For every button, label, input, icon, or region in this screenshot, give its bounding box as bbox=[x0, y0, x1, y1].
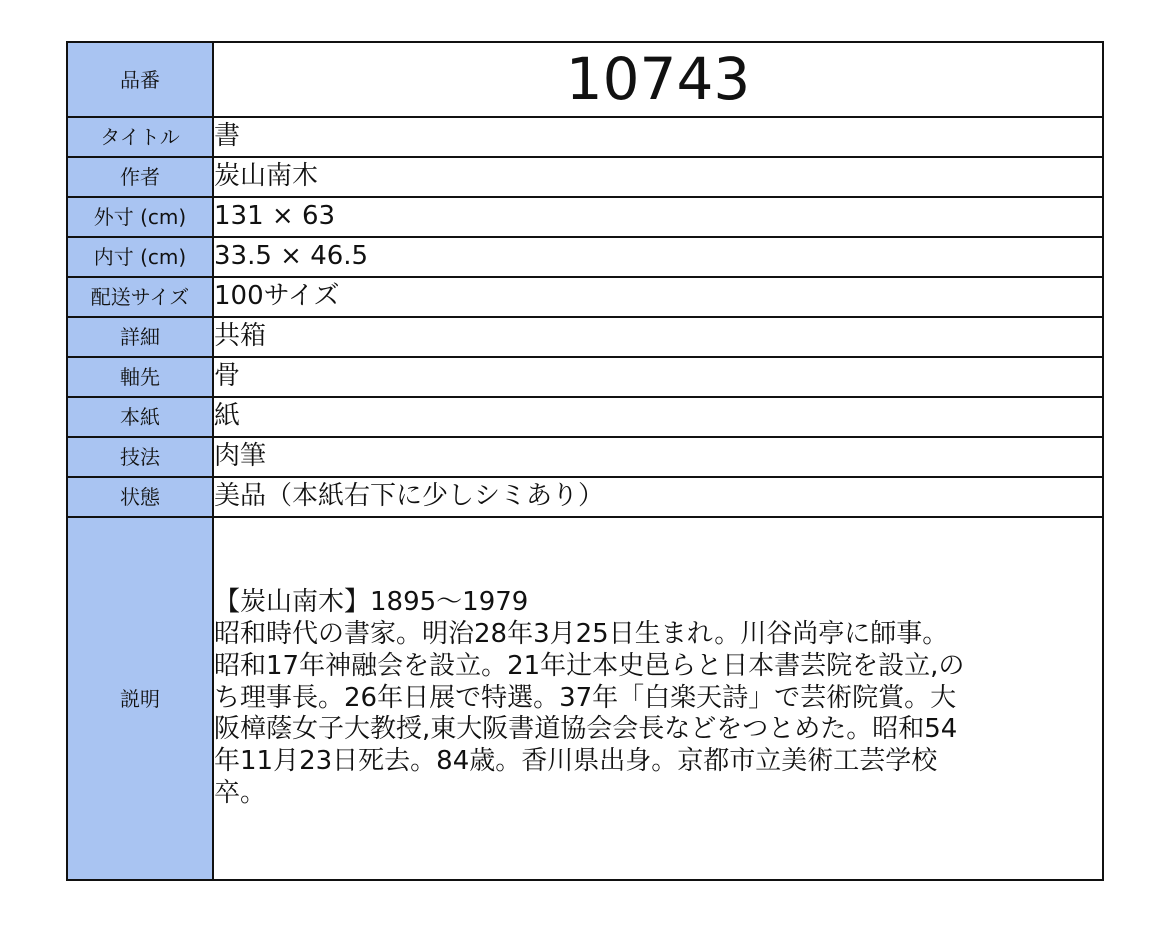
label-base-paper: 本紙 bbox=[67, 397, 213, 437]
value-product-number: 10743 bbox=[213, 42, 1103, 117]
label-outer-size: 外寸 (cm) bbox=[67, 197, 213, 237]
description-line: 阪樟蔭女子大教授,東大阪書道協会会長などをつとめた。昭和54 bbox=[214, 714, 958, 745]
label-inner-size: 内寸 (cm) bbox=[67, 237, 213, 277]
description-line: 年11月23日死去。84歳。香川県出身。京都市立美術工芸学校 bbox=[214, 746, 938, 777]
value-base-paper: 紙 bbox=[213, 397, 1103, 437]
label-details: 詳細 bbox=[67, 317, 213, 357]
description-line: 卒。 bbox=[214, 777, 267, 808]
row-outer-size bbox=[67, 197, 1103, 237]
row-product-number bbox=[67, 42, 1103, 117]
row-description bbox=[67, 517, 1103, 880]
description-line: 昭和時代の書家。明治28年3月25日生まれ。川谷尚亭に師事。 bbox=[214, 619, 949, 650]
row-technique bbox=[67, 437, 1103, 477]
label-shipping-size: 配送サイズ bbox=[67, 277, 213, 317]
label-description: 説明 bbox=[67, 517, 213, 880]
label-technique: 技法 bbox=[67, 437, 213, 477]
value-inner-size: 33.5 × 46.5 bbox=[213, 237, 1103, 277]
value-technique: 肉筆 bbox=[213, 437, 1103, 477]
value-title: 書 bbox=[213, 117, 1103, 157]
product-spec-table bbox=[66, 41, 1104, 881]
description-line: 【炭山南木】1895〜1979 bbox=[214, 587, 529, 618]
row-author bbox=[67, 157, 1103, 197]
value-details: 共箱 bbox=[213, 317, 1103, 357]
row-shipping-size bbox=[67, 277, 1103, 317]
row-roller-end bbox=[67, 357, 1103, 397]
row-inner-size bbox=[67, 237, 1103, 277]
label-product-number: 品番 bbox=[67, 42, 213, 117]
label-title: タイトル bbox=[67, 117, 213, 157]
value-outer-size: 131 × 63 bbox=[213, 197, 1103, 237]
label-condition: 状態 bbox=[67, 477, 213, 517]
value-roller-end: 骨 bbox=[213, 357, 1103, 397]
row-details bbox=[67, 317, 1103, 357]
value-shipping-size: 100サイズ bbox=[213, 277, 1103, 317]
value-author: 炭山南木 bbox=[213, 157, 1103, 197]
description-line: ち理事長。26年日展で特選。37年「白楽天詩」で芸術院賞。大 bbox=[214, 682, 957, 713]
value-description bbox=[213, 517, 1103, 880]
row-base-paper bbox=[67, 397, 1103, 437]
label-roller-end: 軸先 bbox=[67, 357, 213, 397]
description-line: 昭和17年神融会を設立。21年辻本史邑らと日本書芸院を設立,の bbox=[214, 650, 965, 681]
row-title bbox=[67, 117, 1103, 157]
label-author: 作者 bbox=[67, 157, 213, 197]
row-condition bbox=[67, 477, 1103, 517]
value-condition: 美品（本紙右下に少しシミあり） bbox=[213, 477, 1103, 517]
